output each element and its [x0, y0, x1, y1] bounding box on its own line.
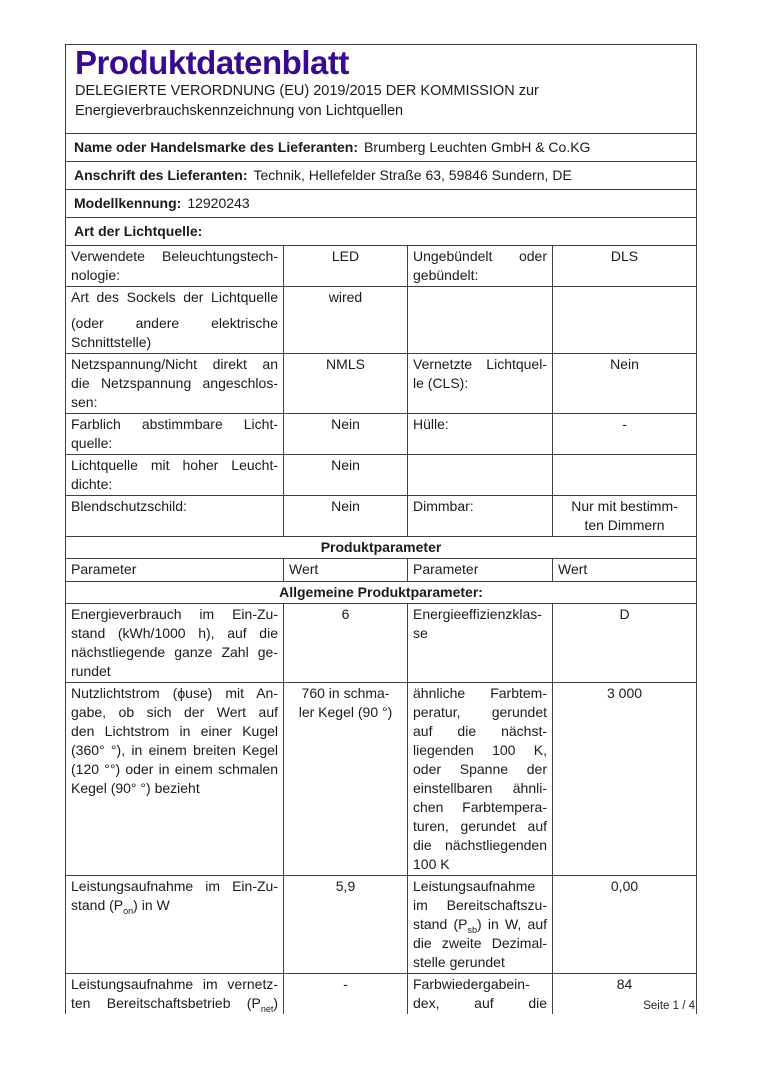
light-source-type-cell [66, 218, 697, 246]
table-row [66, 496, 697, 537]
value-cell: 5,9 [284, 876, 408, 974]
param-cell [408, 455, 553, 496]
produktparameter-header: Produktparameter [66, 537, 697, 559]
table-row [66, 414, 697, 455]
param-cell: Leistungsaufnahme im Bereitschaftszu- stand $(P_{sb})$ in W, auf die zweite Dezimal- stelle gerundet [408, 876, 553, 974]
model-cell [66, 190, 697, 218]
address-label: Anschrift des Lieferanten: [74, 167, 248, 183]
table-row [66, 683, 697, 876]
param-cell: Energieverbrauch im Ein-Zu- stand (kWh/1000 h), auf die nächstliegende ganze Zahl ge- rundet [66, 604, 284, 683]
light-source-type-row [66, 218, 697, 246]
page-number: Seite 1 / 4 [643, 1000, 695, 1012]
page-title: Produktdatenblatt [75, 44, 349, 81]
param-cell: Vernetzte Lichtquel- le (CLS): [408, 354, 553, 414]
value-cell: wired [284, 287, 408, 354]
param-cell: Ungebündelt oder gebündelt: [408, 246, 553, 287]
param-cell: Netzspannung/Nicht direkt an die Netzspannung angeschlos- sen: [66, 354, 284, 414]
value-cell: D [553, 604, 697, 683]
value-cell [553, 455, 697, 496]
param-cell: ähnliche Farbtem- peratur, gerundet auf die nächst- liegenden 100 K, oder Spanne der einstellbaren ähnli- chen Farbtempera- turen, gerundet auf die nächstliegenden 100 K [408, 683, 553, 876]
value-cell: Nur mit bestimm- ten Dimmern [553, 496, 697, 537]
param-cell: Verwendete Beleuchtungstech- nologie: [66, 246, 284, 287]
value-cell: Nein [284, 455, 408, 496]
section-header-row [66, 582, 697, 604]
param-cell: Nutzlichtstrom (ϕuse) mit An- gabe, ob sich der Wert auf den Lichtstrom in einer Kugel (360° °), in einem breiten Kegel (120 °°) oder in einem schmalen Kegel (90° °) bezieht [66, 683, 284, 876]
value-cell: 760 in schma- ler Kegel (90 °) [284, 683, 408, 876]
regulation-text: DELEGIERTE VERORDNUNG (EU) 2019/2015 DER KOMMISSION zur Energieverbrauchskennzeichnung von Lichtquellen [75, 83, 539, 119]
param-cell: Blendschutzschild: [66, 496, 284, 537]
param-cell: Leistungsaufnahme im vernetz- ten Bereitschaftsbetrieb $(P_{net})$ [66, 974, 284, 1015]
value-cell [553, 287, 697, 354]
column-header: Wert [553, 559, 697, 582]
value-cell: Nein [553, 354, 697, 414]
value-cell: DLS [553, 246, 697, 287]
model-label: Modellkennung: [74, 195, 182, 211]
param-cell: Leistungsaufnahme im Ein-Zu- stand $(P_{on})$ in W [66, 876, 284, 974]
column-header: Parameter [408, 559, 553, 582]
value-cell: LED [284, 246, 408, 287]
param-cell: Lichtquelle mit hoher Leucht- dichte: [66, 455, 284, 496]
param-cell: Farbwiedergabein- dex, auf die [408, 974, 553, 1015]
param-cell: Hülle: [408, 414, 553, 455]
param-cell: Farblich abstimmbare Licht- quelle: [66, 414, 284, 455]
value-cell: 6 [284, 604, 408, 683]
column-header-row [66, 559, 697, 582]
param-cell: Art des Sockels der Lichtquelle (oder andere elektrische Schnittstelle) [66, 287, 284, 354]
table-row [66, 246, 697, 287]
value-cell: 84 [553, 974, 697, 1015]
param-cell: Energieeffizienzklas- se [408, 604, 553, 683]
table-row [66, 604, 697, 683]
column-header: Parameter [66, 559, 284, 582]
param-cell [408, 287, 553, 354]
value-cell: - [284, 974, 408, 1015]
value-cell: 0,00 [553, 876, 697, 974]
value-cell: 3 000 [553, 683, 697, 876]
datasheet [65, 44, 696, 1014]
value-cell: - [553, 414, 697, 455]
allgemeine-header: Allgemeine Produktparameter: [66, 582, 697, 604]
supplier-cell [66, 134, 697, 162]
table-row [66, 876, 697, 974]
value-cell: Nein [284, 496, 408, 537]
address-row [66, 162, 697, 190]
section-header-row [66, 537, 697, 559]
table-row-cut-off [66, 974, 697, 1015]
supplier-label: Name oder Handelsmarke des Lieferanten: [74, 139, 358, 155]
table-row [66, 354, 697, 414]
param-cell: Dimmbar: [408, 496, 553, 537]
value-cell: NMLS [284, 354, 408, 414]
title-row [66, 45, 697, 134]
value-cell: Nein [284, 414, 408, 455]
light-source-type-label: Art der Lichtquelle: [74, 223, 203, 239]
address-cell [66, 162, 697, 190]
table-row [66, 287, 697, 354]
supplier-row [66, 134, 697, 162]
title-cell [66, 45, 697, 134]
supplier-value: Brumberg Leuchten GmbH & Co.KG [364, 139, 591, 155]
datasheet-table [65, 44, 697, 1014]
address-value: Technik, Hellefelder Straße 63, 59846 Sundern, DE [253, 167, 572, 183]
table-row [66, 455, 697, 496]
model-row [66, 190, 697, 218]
model-value: 12920243 [187, 195, 250, 211]
column-header: Wert [284, 559, 408, 582]
